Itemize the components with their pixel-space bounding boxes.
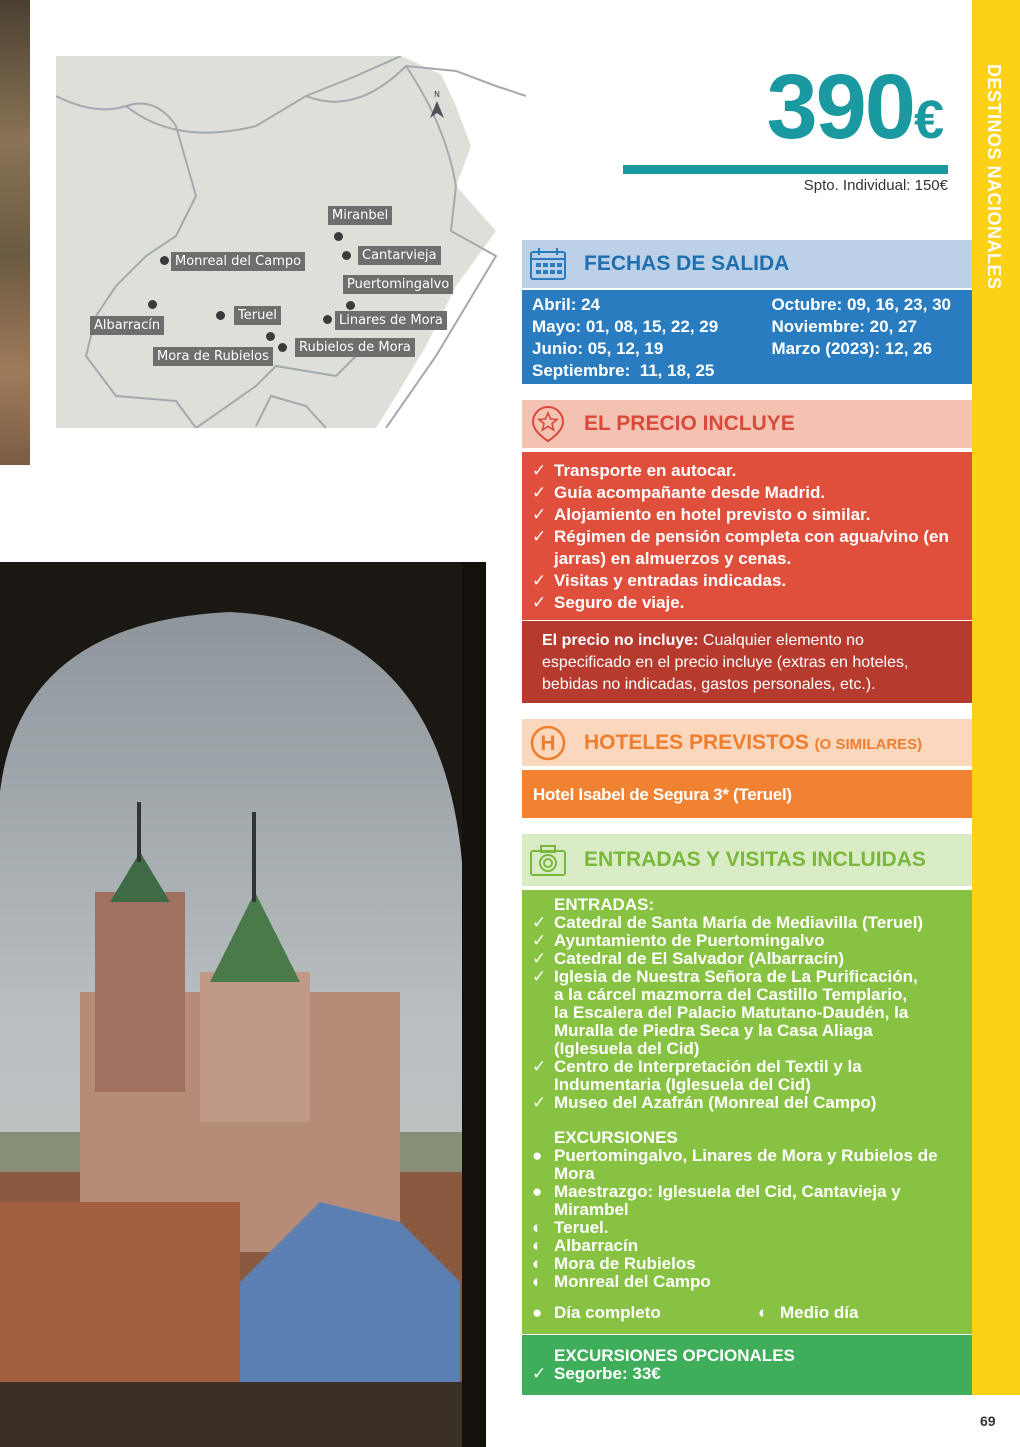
map-label-rubielos: Rubielos de Mora xyxy=(295,338,415,357)
list-item: ✓ Ayuntamiento de Puertomingalvo xyxy=(532,931,825,950)
half-day-icon: ◐ xyxy=(532,1272,543,1291)
dates-body xyxy=(522,290,972,384)
list-item: ✓ Guía acompañante desde Madrid. xyxy=(532,483,826,502)
optional-excursions xyxy=(522,1335,972,1395)
map-dot-mora xyxy=(266,332,275,341)
hotels-header xyxy=(522,719,972,766)
check-icon: ✓ xyxy=(532,967,547,986)
hotel-name: Hotel Isabel de Segura 3* (Teruel) xyxy=(522,770,972,818)
half-day-icon: ◐ xyxy=(532,1218,543,1237)
svg-text:N: N xyxy=(434,90,440,99)
hotels-title: HOTELES PREVISTOS (O SIMILARES) xyxy=(584,730,923,754)
price-amount: 390€ xyxy=(766,56,944,158)
check-icon: ✓ xyxy=(532,931,547,950)
dates-column-1 xyxy=(532,294,771,380)
full-day-icon: ● xyxy=(532,1146,543,1165)
dates-title: FECHAS DE SALIDA xyxy=(584,252,790,275)
legend-half-day: ◐ Medio día xyxy=(758,1303,859,1322)
map-dot-miranbel xyxy=(334,232,343,241)
north-arrow-icon xyxy=(428,88,446,120)
list-item: ✓ Régimen de pensión completa con agua/vino (en jarras) en almuerzos y cenas. xyxy=(532,527,949,568)
teruel-cathedral-photo xyxy=(0,562,486,1447)
check-icon: ✓ xyxy=(532,1364,547,1383)
excursions-heading: EXCURSIONES xyxy=(554,1128,678,1147)
check-icon: ✓ xyxy=(532,949,547,968)
dates-header xyxy=(522,240,972,288)
not-included-label: El precio no incluye: xyxy=(542,632,699,649)
list-item: ◐ Monreal del Campo xyxy=(532,1272,711,1291)
map-dot-puertomingalvo xyxy=(346,301,355,310)
list-item: ✓ Centro de Interpretación del Textil y la Indumentaria (Iglesuela del Cid) xyxy=(532,1057,862,1094)
list-item: ✓ Transporte en autocar. xyxy=(532,461,737,480)
half-day-icon: ◐ xyxy=(758,1303,769,1322)
map-dot-albarracin xyxy=(148,300,157,309)
list-item: ◐ Teruel. xyxy=(532,1218,609,1237)
half-day-icon: ◐ xyxy=(532,1236,543,1255)
list-item: ✓ Catedral de El Salvador (Albarracín) xyxy=(532,949,845,968)
check-icon: ✓ xyxy=(532,1093,547,1112)
legend-full-day: ● Día completo xyxy=(532,1303,661,1322)
check-icon: ✓ xyxy=(532,527,547,546)
check-icon: ✓ xyxy=(532,1057,547,1076)
map-dot-linares xyxy=(323,315,332,324)
check-icon: ✓ xyxy=(532,593,547,612)
optional-heading: EXCURSIONES OPCIONALES xyxy=(554,1346,795,1365)
cliff-photo-strip xyxy=(0,0,30,465)
list-item: ✓ Catedral de Santa María de Mediavilla (Teruel) xyxy=(532,913,924,932)
check-icon: ✓ xyxy=(532,483,547,502)
list-item: ● Maestrazgo: Iglesuela del Cid, Cantavieja y Mirambel xyxy=(532,1182,901,1219)
page-number: 69 xyxy=(980,1413,996,1429)
includes-title: EL PRECIO INCLUYE xyxy=(584,412,795,435)
list-item: ✓ Segorbe: 33€ xyxy=(532,1364,661,1383)
map-label-cantarvieja: Cantarvieja xyxy=(358,246,441,265)
star-badge-icon xyxy=(528,404,568,444)
list-item: ✓ Visitas y entradas indicadas. xyxy=(532,571,787,590)
date-line: Octubre: 09, 16, 23, 30 xyxy=(771,295,951,314)
svg-text:H: H xyxy=(540,731,556,755)
date-line: Noviembre: 20, 27 xyxy=(771,317,917,336)
list-item: ✓ Alojamiento en hotel previsto o similar. xyxy=(532,505,871,524)
list-item: ✓ Iglesia de Nuestra Señora de La Purificación, a la cárcel mazmorra del Castillo Templario, la Escalera del Palacio Matutano-Daudén, la Muralla de Piedra Seca y la Casa Aliaga (Iglesuela del Cid) xyxy=(532,967,918,1058)
dates-column-2 xyxy=(771,294,962,380)
single-supplement: Spto. Individual: 150€ xyxy=(803,177,948,194)
check-icon: ✓ xyxy=(532,571,547,590)
visits-header xyxy=(522,834,972,886)
camera-icon xyxy=(528,840,568,880)
map-dot-cantarvieja xyxy=(342,251,351,260)
map-dot-monreal xyxy=(160,256,169,265)
map-label-albarracin: Albarracín xyxy=(90,316,164,335)
entries-heading: ENTRADAS: xyxy=(554,895,655,914)
list-item: ✓ Seguro de viaje. xyxy=(532,593,685,612)
visits-body xyxy=(522,890,972,1334)
list-item: ✓ Museo del Azafrán (Monreal del Campo) xyxy=(532,1093,877,1112)
date-line: Junio: 05, 12, 19 xyxy=(532,339,664,358)
route-map xyxy=(56,56,526,428)
visits-title: ENTRADAS Y VISITAS INCLUIDAS xyxy=(584,848,926,871)
includes-header xyxy=(522,400,972,448)
excursion-legend xyxy=(532,1304,962,1322)
hotels-title-suffix: (O SIMILARES) xyxy=(814,735,923,753)
list-item: ◐ Mora de Rubielos xyxy=(532,1254,696,1273)
map-dot-teruel xyxy=(216,311,225,320)
map-label-puertomingalvo: Puertomingalvo xyxy=(343,275,453,294)
section-title-vertical: DESTINOS NACIONALES xyxy=(984,64,1004,290)
not-included-note xyxy=(522,621,972,703)
map-label-miranbel: Miranbel xyxy=(328,206,392,225)
date-line: Marzo (2023): 12, 26 xyxy=(771,339,933,358)
check-icon: ✓ xyxy=(532,461,547,480)
half-day-icon: ◐ xyxy=(532,1254,543,1273)
hotel-h-icon xyxy=(528,723,568,763)
date-line: Abril: 24 xyxy=(532,295,601,314)
price-divider xyxy=(623,165,948,174)
currency-symbol: € xyxy=(913,90,944,150)
map-label-linares: Linares de Mora xyxy=(335,311,447,330)
map-dot-rubielos xyxy=(278,343,287,352)
full-day-icon: ● xyxy=(532,1303,543,1322)
includes-body xyxy=(522,452,972,620)
date-line: Septiembre: 11, 18, 25 xyxy=(532,361,715,380)
map-label-monreal: Monreal del Campo xyxy=(171,252,305,271)
map-label-mora: Mora de Rubielos xyxy=(153,347,273,366)
map-label-teruel: Teruel xyxy=(234,306,281,325)
date-line: Mayo: 01, 08, 15, 22, 29 xyxy=(532,317,719,336)
calendar-icon xyxy=(528,244,568,284)
list-item: ◐ Albarracín xyxy=(532,1236,639,1255)
list-item: ● Puertomingalvo, Linares de Mora y Rubielos de Mora xyxy=(532,1146,938,1183)
check-icon: ✓ xyxy=(532,913,547,932)
full-day-icon: ● xyxy=(532,1182,543,1201)
not-included-text: Cualquier elemento no especificado en el precio incluye (extras en hoteles, bebidas no indicadas, gastos personales, etc.). xyxy=(542,632,909,693)
check-icon: ✓ xyxy=(532,505,547,524)
